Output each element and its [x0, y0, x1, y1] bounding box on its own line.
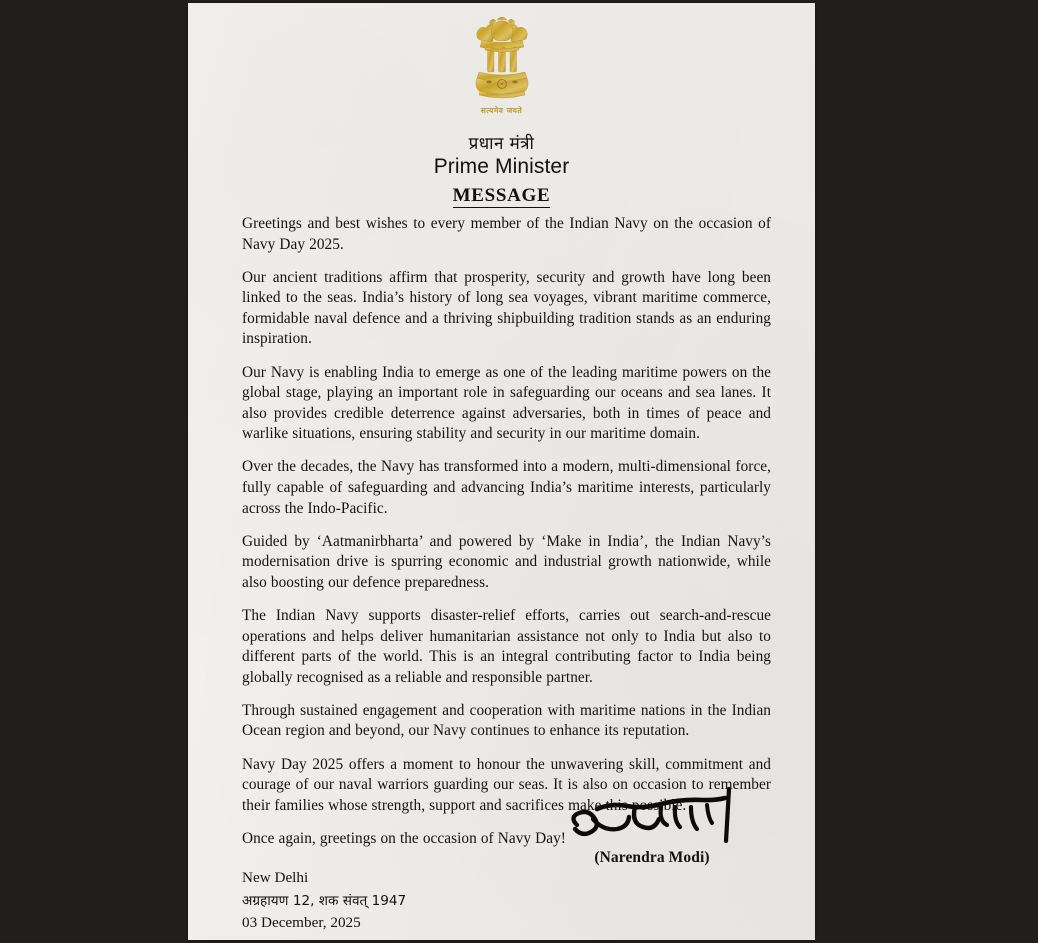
message-document-page	[188, 3, 815, 940]
signatory-name: (Narendra Modi)	[594, 849, 710, 866]
document-type-heading	[188, 185, 815, 207]
paragraph: Our ancient traditions affirm that prosperity, security and growth have long been linked to the seas. India’s history of long sea voyages, vibrant maritime commerce, formidable naval defence and a thriving shipbuilding tradition stands as an enduring inspiration.	[242, 268, 771, 348]
paragraph: The Indian Navy supports disaster-relief efforts, carries out search-and-rescue operations and helps deliver humanitarian assistance not only to India but also to different parts of the world. This is an integral contributing factor to India being globally recognised as a reliable and responsible partner.	[242, 607, 771, 686]
paragraph: Navy Day 2025 offers a moment to honour the unwavering skill, commitment and courage of our naval warriors guarding our seas. It is also on occasion to remember their families whose strength, support and sacrifices make this possible.	[242, 755, 771, 814]
dateline-place: New Delhi	[242, 869, 309, 886]
paragraph: Our Navy is enabling India to emerge as one of the leading maritime powers on the global stage, playing an important role in safeguarding our oceans and sea lanes. It also provides credible deterrence against adversaries, both in times of peace and warlike situations, ensuring stability and security in our maritime domain.	[242, 363, 771, 443]
paragraph: Over the decades, the Navy has transformed into a modern, multi-dimensional force, fully capable of safeguarding and advancing India’s maritime interests, particularly across the Indo-Pacific.	[242, 458, 771, 517]
office-title-hindi: प्रधान मंत्री	[468, 134, 535, 154]
message-body	[242, 214, 771, 849]
india-national-emblem-lion-capital-icon	[464, 17, 540, 105]
paragraph: Through sustained engagement and cooperation with maritime nations in the Indian Ocean region and beyond, our Navy continues to enhance its reputation.	[242, 701, 771, 740]
signature-block	[537, 785, 767, 867]
emblem-block	[188, 17, 815, 116]
paragraph: Once again, greetings on the occasion of Navy Day!	[242, 829, 566, 847]
dateline-hindu-date: अग्रहायण 12, शक संवत् 1947	[242, 892, 407, 909]
office-title-english: Prime Minister	[433, 155, 570, 178]
paragraph: Guided by ‘Aatmanirbharta’ and powered by ‘Make in India’, the Indian Navy’s modernisation drive is spurring economic and industrial growth nationwide, while also boosting our defence preparedness.	[242, 532, 771, 591]
dateline-gregorian-date: 03 December, 2025	[242, 914, 361, 931]
paragraph: Greetings and best wishes to every member of the Indian Navy on the occasion of Navy Day 2025.	[242, 215, 771, 253]
dateline-block	[242, 867, 406, 935]
document-type-label: MESSAGE	[452, 185, 551, 206]
handwritten-signature-icon	[557, 785, 747, 851]
emblem-motto: सत्यमेव जयते	[480, 106, 523, 115]
